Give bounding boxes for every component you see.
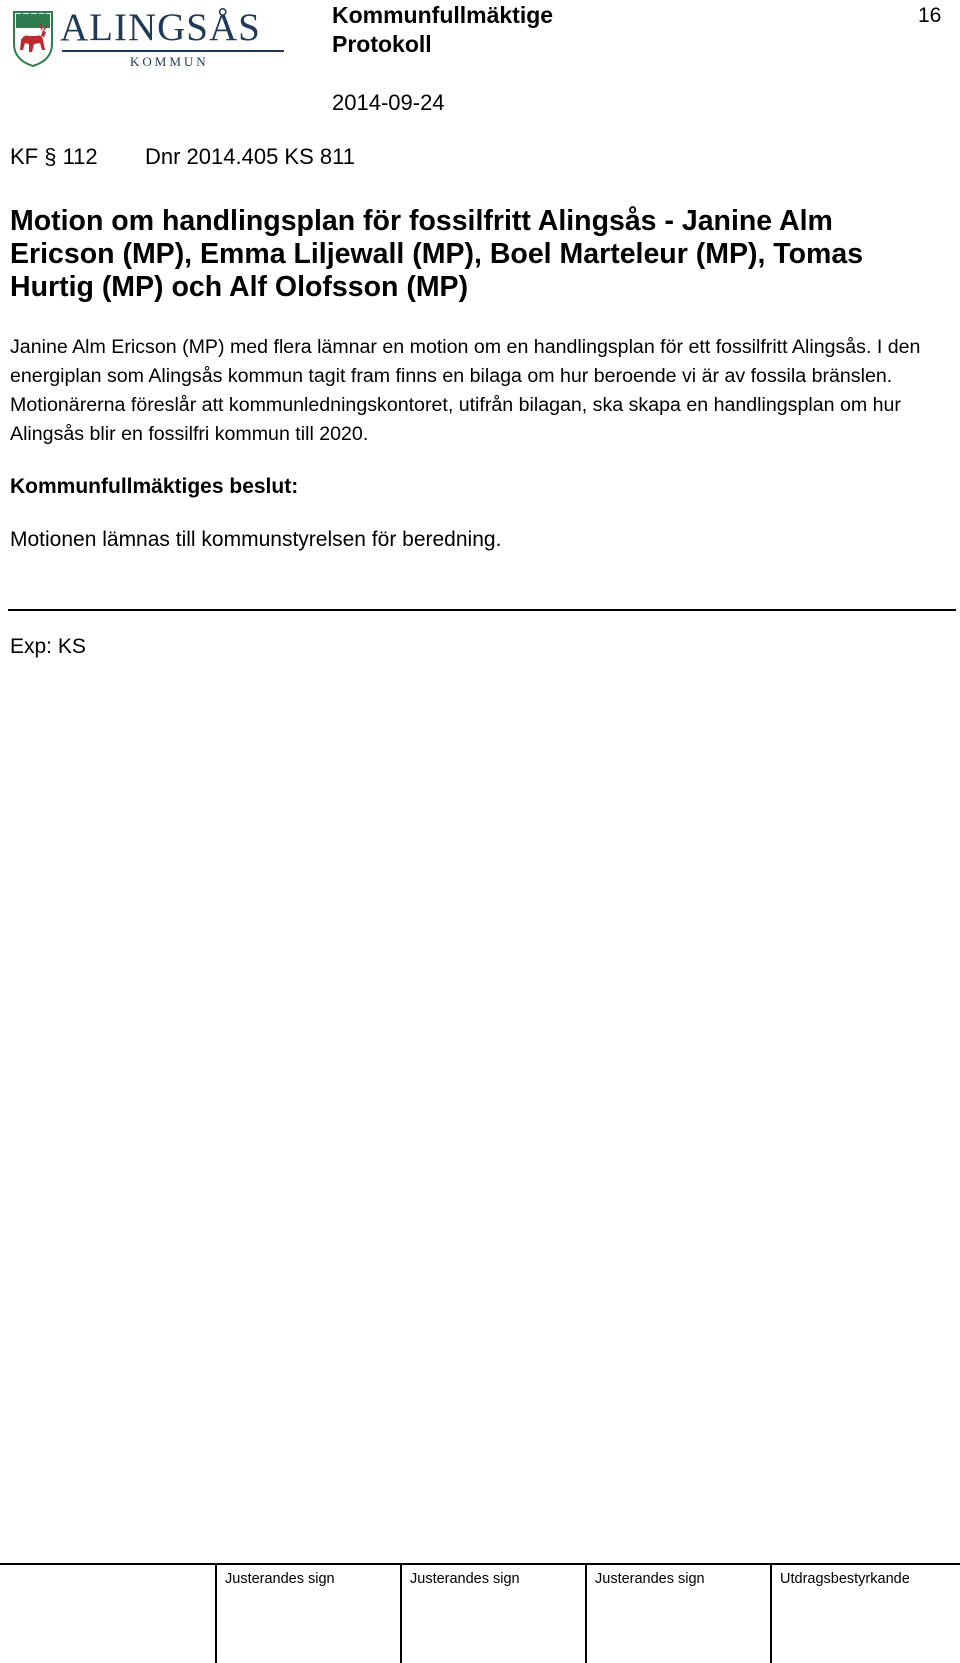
- case-number: KF § 112: [10, 144, 98, 169]
- certification-field: Utdragsbestyrkande: [780, 1571, 910, 1587]
- expedition-note: Exp: KS: [10, 635, 86, 658]
- footer-column-divider: [585, 1564, 587, 1663]
- signature-field-2: Justerandes sign: [410, 1571, 520, 1587]
- motion-title: Motion om handlingsplan för fossilfritt Alingsås - Janine Alm Ericson (MP), Emma Liljewall (MP), Boel Marteleur (MP), Tomas Hurtig (MP) och Alf Olofsson (MP): [10, 205, 864, 303]
- footer-divider: [0, 1563, 960, 1565]
- logo-divider: [62, 50, 284, 52]
- signature-field-1: Justerandes sign: [225, 1571, 335, 1587]
- footer-column-divider: [770, 1564, 772, 1663]
- header-body-name: Kommunfullmäktige: [332, 2, 554, 28]
- motion-body: Janine Alm Ericson (MP) med flera lämnar en motion om en handlingsplan för ett fossilfritt Alingsås. I den energiplan som Alingsås kommun tagit fram finns en bilaga om hur beroende vi är av fossila bränslen. Motionärerna föreslår att kommunledningskontoret, utifrån bilagan, ska skapa en handlingsplan om hur Alingsås blir en fossilfri kommun till 2020.: [10, 336, 921, 445]
- footer-column-divider: [400, 1564, 402, 1663]
- decision-heading: Kommunfullmäktiges beslut:: [10, 475, 299, 498]
- signature-field-3: Justerandes sign: [595, 1571, 705, 1587]
- municipality-logo: [12, 6, 287, 70]
- section-divider: [8, 609, 956, 611]
- logo-subtitle: KOMMUN: [130, 54, 209, 69]
- diary-number: Dnr 2014.405 KS 811: [145, 144, 355, 169]
- footer-column-divider: [215, 1564, 217, 1663]
- decision-text: Motionen lämnas till kommunstyrelsen för beredning.: [10, 528, 502, 551]
- coat-of-arms-icon: [12, 10, 54, 68]
- meeting-date: 2014-09-24: [332, 90, 445, 115]
- page-number: 16: [918, 4, 942, 27]
- logo-name: ALINGSÅS: [60, 6, 261, 49]
- header-document-type: Protokoll: [332, 31, 432, 57]
